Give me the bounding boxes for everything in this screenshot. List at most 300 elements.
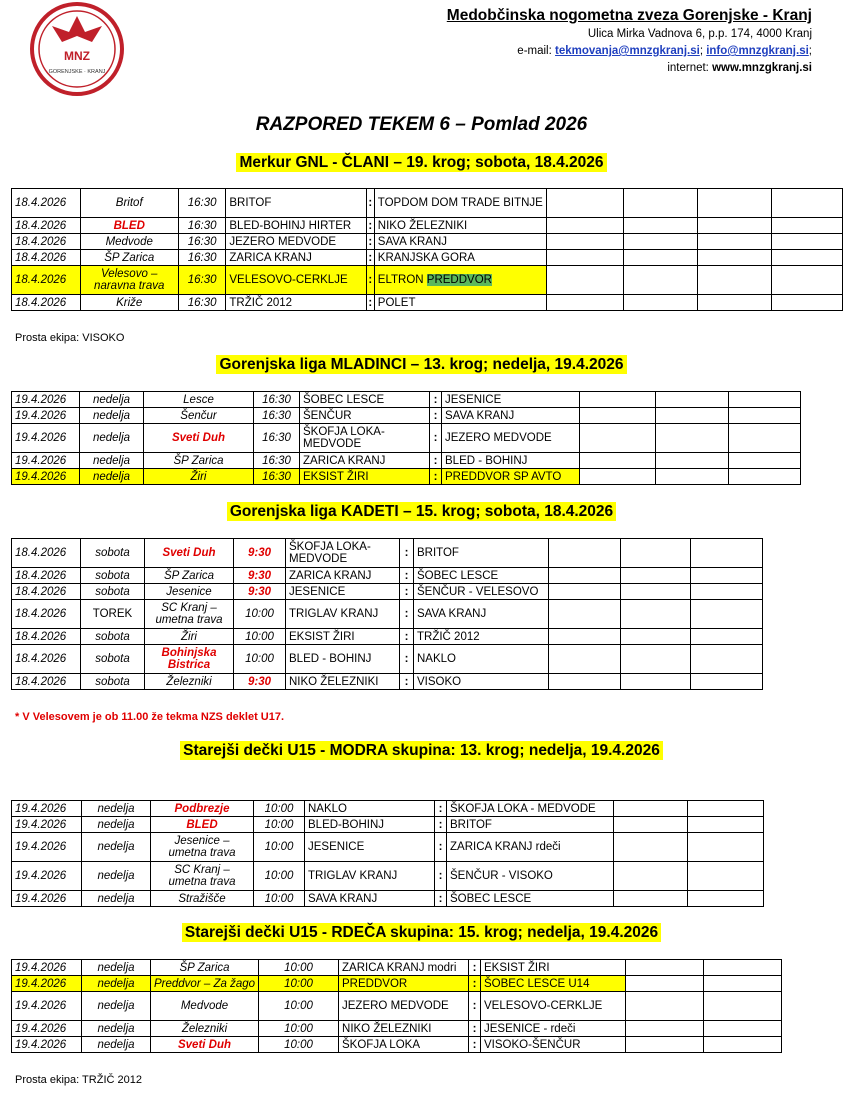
match-time: 10:00 xyxy=(259,1021,339,1037)
away-team-name: ZARICA KRANJ rdeči xyxy=(450,841,561,853)
match-day: sobota xyxy=(81,539,145,568)
separator-colon: : xyxy=(435,891,447,907)
away-team xyxy=(414,629,549,645)
table-u15-rdeca xyxy=(11,959,782,1053)
result-cell xyxy=(771,295,842,311)
result-cell xyxy=(688,817,764,833)
separator-colon: : xyxy=(430,453,442,469)
away-team-name: ŠKOFJA LOKA - MEDVODE xyxy=(450,802,596,815)
match-time: 10:00 xyxy=(259,976,339,992)
match-date: 18.4.2026 xyxy=(12,234,81,250)
result-cell xyxy=(704,992,782,1021)
result-cell xyxy=(656,469,729,485)
home-team: JESENICE xyxy=(286,584,400,600)
result-cell xyxy=(621,645,691,674)
result-cell xyxy=(546,266,623,295)
svg-text:MNZ: MNZ xyxy=(64,49,90,63)
result-cell xyxy=(621,539,691,568)
separator-colon: : xyxy=(435,862,447,891)
separator-colon: : xyxy=(366,189,374,218)
home-team: ZARICA KRANJ xyxy=(300,453,430,469)
away-team-name: BRITOF xyxy=(450,818,492,831)
home-team: ZARICA KRANJ xyxy=(226,250,367,266)
match-date: 18.4.2026 xyxy=(12,629,81,645)
result-cell xyxy=(691,584,763,600)
separator-colon: : xyxy=(400,674,414,690)
match-venue: Žiri xyxy=(145,629,234,645)
result-cell xyxy=(704,1021,782,1037)
match-day: nedelja xyxy=(82,801,151,817)
match-venue: Lesce xyxy=(144,392,254,408)
result-cell xyxy=(614,801,688,817)
match-venue: Stražišče xyxy=(151,891,254,907)
away-team xyxy=(481,1021,626,1037)
result-cell xyxy=(546,295,623,311)
match-day: nedelja xyxy=(80,392,144,408)
result-cell xyxy=(549,584,621,600)
match-venue: Sveti Duh xyxy=(144,424,254,453)
away-team xyxy=(442,424,580,453)
match-date: 18.4.2026 xyxy=(12,539,81,568)
separator-colon: : xyxy=(400,600,414,629)
result-cell xyxy=(546,218,623,234)
match-row xyxy=(12,408,801,424)
home-team: VELESOVO-CERKLJE xyxy=(226,266,367,295)
result-cell xyxy=(698,234,771,250)
away-team xyxy=(374,189,546,218)
home-team: TRIGLAV KRANJ xyxy=(286,600,400,629)
away-team xyxy=(442,408,580,424)
away-team xyxy=(481,976,626,992)
match-venue: SC Kranj – umetna trava xyxy=(145,600,234,629)
home-team: BLED - BOHINJ xyxy=(286,645,400,674)
match-time: 10:00 xyxy=(234,645,286,674)
match-time: 10:00 xyxy=(259,1037,339,1053)
away-team-name: TRŽIČ 2012 xyxy=(417,630,480,643)
separator-colon: : xyxy=(435,817,447,833)
separator-colon: : xyxy=(435,801,447,817)
result-cell xyxy=(549,645,621,674)
result-cell xyxy=(549,629,621,645)
result-cell xyxy=(691,674,763,690)
match-day: nedelja xyxy=(82,862,151,891)
result-cell xyxy=(546,189,623,218)
match-date: 19.4.2026 xyxy=(12,408,80,424)
note-prosta-ekipa-clani: Prosta ekipa: VISOKO xyxy=(15,332,125,344)
separator-colon: : xyxy=(400,629,414,645)
match-day: nedelja xyxy=(82,960,151,976)
away-team xyxy=(374,266,546,295)
result-cell xyxy=(656,453,729,469)
match-row xyxy=(12,891,764,907)
away-team xyxy=(447,833,614,862)
separator-colon: : xyxy=(435,833,447,862)
result-cell xyxy=(771,218,842,234)
match-date: 18.4.2026 xyxy=(12,645,81,674)
result-cell xyxy=(549,600,621,629)
separator-colon: : xyxy=(469,1037,481,1053)
away-team xyxy=(414,600,549,629)
away-team-name: NIKO ŽELEZNIKI xyxy=(377,219,468,232)
match-venue: Železniki xyxy=(151,1021,259,1037)
match-venue: ŠP Zarica xyxy=(151,960,259,976)
match-day: nedelja xyxy=(82,976,151,992)
away-team xyxy=(442,392,580,408)
match-date: 18.4.2026 xyxy=(12,568,81,584)
result-cell xyxy=(656,392,729,408)
result-cell xyxy=(656,424,729,453)
match-day: sobota xyxy=(81,584,145,600)
result-cell xyxy=(549,568,621,584)
away-team-name: SAVA KRANJ xyxy=(417,608,487,620)
result-cell xyxy=(704,976,782,992)
result-cell xyxy=(623,250,697,266)
match-row xyxy=(12,539,763,568)
separator-colon: : xyxy=(430,469,442,485)
match-time: 10:00 xyxy=(254,801,305,817)
separator-colon: : xyxy=(469,976,481,992)
match-date: 19.4.2026 xyxy=(12,862,82,891)
result-cell xyxy=(688,862,764,891)
away-team-name: JESENICE xyxy=(445,393,502,406)
match-row xyxy=(12,568,763,584)
separator-colon: : xyxy=(366,218,374,234)
match-day: sobota xyxy=(81,645,145,674)
match-venue: Podbrezje xyxy=(151,801,254,817)
section-heading-u15-rdeca: Starejši dečki U15 - RDEČA skupina: 15. krog; nedelja, 19.4.2026 xyxy=(0,924,843,942)
match-row xyxy=(12,862,764,891)
home-team: ŠENČUR xyxy=(300,408,430,424)
match-venue: Medvode xyxy=(151,992,259,1021)
match-row xyxy=(12,600,763,629)
match-day: nedelja xyxy=(82,1037,151,1053)
home-team: BLED-BOHINJ xyxy=(305,817,435,833)
separator-colon: : xyxy=(400,584,414,600)
match-date: 19.4.2026 xyxy=(12,801,82,817)
match-date: 19.4.2026 xyxy=(12,960,82,976)
home-team: JEZERO MEDVODE xyxy=(339,992,469,1021)
match-time: 9:30 xyxy=(234,584,286,600)
section-heading-mladinci: Gorenjska liga MLADINCI – 13. krog; nedelja, 19.4.2026 xyxy=(0,356,843,374)
section-heading-kadeti: Gorenjska liga KADETI – 15. krog; sobota, 18.4.2026 xyxy=(0,503,843,521)
match-venue: Žiri xyxy=(144,469,254,485)
match-time: 16:30 xyxy=(178,189,226,218)
match-day: nedelja xyxy=(80,453,144,469)
result-cell xyxy=(549,539,621,568)
result-cell xyxy=(691,600,763,629)
match-date: 19.4.2026 xyxy=(12,976,82,992)
match-date: 19.4.2026 xyxy=(12,453,80,469)
separator-colon: : xyxy=(430,424,442,453)
home-team: JESENICE xyxy=(305,833,435,862)
result-cell xyxy=(549,674,621,690)
match-date: 19.4.2026 xyxy=(12,833,82,862)
home-team: JEZERO MEDVODE xyxy=(226,234,367,250)
match-row xyxy=(12,1037,782,1053)
away-team-name: ŠENČUR - VELESOVO xyxy=(417,585,539,598)
match-venue: Jesenice – umetna trava xyxy=(151,833,254,862)
match-time: 10:00 xyxy=(234,629,286,645)
home-team: ŠKOFJA LOKA xyxy=(339,1037,469,1053)
match-time: 9:30 xyxy=(234,568,286,584)
table-clani xyxy=(11,188,843,311)
result-cell xyxy=(691,539,763,568)
result-cell xyxy=(623,295,697,311)
home-team: NIKO ŽELEZNIKI xyxy=(339,1021,469,1037)
match-date: 18.4.2026 xyxy=(12,250,81,266)
match-row xyxy=(12,801,764,817)
org-name: Medobčinska nogometna zveza Gorenjske - Kranj xyxy=(446,7,812,24)
result-cell xyxy=(729,424,801,453)
away-team-name: SAVA KRANJ xyxy=(445,409,515,422)
result-cell xyxy=(614,817,688,833)
website: www.mnzgkranj.si xyxy=(712,62,812,74)
match-venue: BLED xyxy=(151,817,254,833)
match-day: nedelja xyxy=(80,408,144,424)
match-time: 10:00 xyxy=(254,862,305,891)
result-cell xyxy=(688,801,764,817)
result-cell xyxy=(623,234,697,250)
match-row xyxy=(12,629,763,645)
result-cell xyxy=(698,266,771,295)
match-date: 19.4.2026 xyxy=(12,1021,82,1037)
result-cell xyxy=(614,862,688,891)
away-team xyxy=(414,645,549,674)
match-date: 18.4.2026 xyxy=(12,295,81,311)
home-team: SAVA KRANJ xyxy=(305,891,435,907)
away-team xyxy=(481,1037,626,1053)
match-row xyxy=(12,250,843,266)
result-cell xyxy=(698,218,771,234)
section-heading-u15-modra: Starejši dečki U15 - MODRA skupina: 13. krog; nedelja, 19.4.2026 xyxy=(0,742,843,760)
match-row xyxy=(12,218,843,234)
result-cell xyxy=(626,1021,704,1037)
result-cell xyxy=(688,891,764,907)
result-cell xyxy=(546,234,623,250)
away-team-name: ŠENČUR - VISOKO xyxy=(450,870,553,882)
match-date: 18.4.2026 xyxy=(12,674,81,690)
match-venue: SC Kranj – umetna trava xyxy=(151,862,254,891)
away-team xyxy=(414,539,549,568)
home-team: EKSIST ŽIRI xyxy=(286,629,400,645)
result-cell xyxy=(691,568,763,584)
match-row xyxy=(12,234,843,250)
match-date: 19.4.2026 xyxy=(12,1037,82,1053)
separator-colon: : xyxy=(469,960,481,976)
match-venue: ŠP Zarica xyxy=(144,453,254,469)
home-team: NAKLO xyxy=(305,801,435,817)
email-link-tekmovanja[interactable]: tekmovanja@mnzgkranj.si xyxy=(555,45,700,57)
away-team-name: ŠOBEC LESCE xyxy=(417,569,499,582)
result-cell xyxy=(580,453,656,469)
result-cell xyxy=(771,250,842,266)
match-venue: Križe xyxy=(80,295,178,311)
away-team-name: JEZERO MEDVODE xyxy=(445,432,552,444)
away-team-name: NAKLO xyxy=(417,653,456,665)
match-day: nedelja xyxy=(82,817,151,833)
match-date: 19.4.2026 xyxy=(12,891,82,907)
match-date: 19.4.2026 xyxy=(12,469,80,485)
match-time: 16:30 xyxy=(178,218,226,234)
result-cell xyxy=(691,645,763,674)
result-cell xyxy=(580,408,656,424)
result-cell xyxy=(698,295,771,311)
match-time: 10:00 xyxy=(254,817,305,833)
match-time: 9:30 xyxy=(234,674,286,690)
separator-colon: : xyxy=(366,295,374,311)
away-team xyxy=(414,584,549,600)
separator-colon: : xyxy=(366,250,374,266)
away-team-name: PREDDVOR SP AVTO xyxy=(445,470,562,483)
match-day: sobota xyxy=(81,674,145,690)
home-team: ŠKOFJA LOKA-MEDVODE xyxy=(300,424,430,453)
away-team-name: TOPDOM DOM TRADE BITNJE xyxy=(377,197,543,209)
away-team xyxy=(481,960,626,976)
separator-colon: : xyxy=(400,539,414,568)
result-cell xyxy=(729,392,801,408)
result-cell xyxy=(688,833,764,862)
section-heading-clani: Merkur GNL - ČLANI – 19. krog; sobota, 18.4.2026 xyxy=(0,154,843,172)
match-venue: Medvode xyxy=(80,234,178,250)
away-team-name: ŠOBEC LESCE U14 xyxy=(484,977,590,990)
away-team xyxy=(414,674,549,690)
match-row xyxy=(12,295,843,311)
match-row xyxy=(12,1021,782,1037)
note-velesovo: * V Velesovem je ob 11.00 že tekma NZS deklet U17. xyxy=(15,711,285,723)
email-line: e-mail: tekmovanja@mnzgkranj.si; info@mnzgkranj.si; xyxy=(517,45,812,57)
match-day: TOREK xyxy=(81,600,145,629)
match-date: 18.4.2026 xyxy=(12,189,81,218)
result-cell xyxy=(704,960,782,976)
page-title: RAZPORED TEKEM 6 – Pomlad 2026 xyxy=(255,114,588,135)
home-team: ŠOBEC LESCE xyxy=(300,392,430,408)
home-team: ZARICA KRANJ xyxy=(286,568,400,584)
match-venue: Jesenice xyxy=(145,584,234,600)
away-team-name: VELESOVO-CERKLJE xyxy=(484,1000,603,1012)
away-team xyxy=(447,817,614,833)
match-row xyxy=(12,817,764,833)
match-row xyxy=(12,392,801,408)
match-date: 19.4.2026 xyxy=(12,424,80,453)
home-team: PREDDVOR xyxy=(339,976,469,992)
away-team-name: BLED - BOHINJ xyxy=(445,454,528,467)
home-team: BLED-BOHINJ HIRTER xyxy=(226,218,367,234)
match-row xyxy=(12,266,843,295)
mnz-logo xyxy=(30,2,124,96)
away-team-name: SAVA KRANJ xyxy=(377,235,448,248)
result-cell xyxy=(621,629,691,645)
note-prosta-ekipa-u15: Prosta ekipa: TRŽIČ 2012 xyxy=(15,1074,142,1086)
match-time: 10:00 xyxy=(234,600,286,629)
result-cell xyxy=(771,266,842,295)
match-row xyxy=(12,469,801,485)
result-cell xyxy=(698,189,771,218)
letterhead xyxy=(447,6,812,77)
match-row xyxy=(12,976,782,992)
match-venue: ŠP Zarica xyxy=(145,568,234,584)
separator-colon: : xyxy=(400,568,414,584)
home-team: TRŽIČ 2012 xyxy=(226,295,367,311)
away-team xyxy=(374,218,546,234)
match-row xyxy=(12,189,843,218)
match-venue: BLED xyxy=(80,218,178,234)
match-time: 16:30 xyxy=(178,266,226,295)
result-cell xyxy=(704,1037,782,1053)
away-team xyxy=(447,801,614,817)
result-cell xyxy=(626,976,704,992)
home-team: ŠKOFJA LOKA-MEDVODE xyxy=(286,539,400,568)
match-row xyxy=(12,424,801,453)
away-team-name: VISOKO xyxy=(417,675,462,688)
result-cell xyxy=(656,408,729,424)
match-venue: Šenčur xyxy=(144,408,254,424)
email-link-info[interactable]: info@mnzgkranj.si xyxy=(706,45,809,57)
internet-line: internet: www.mnzgkranj.si xyxy=(667,62,812,74)
result-cell xyxy=(621,568,691,584)
match-venue: Bohinjska Bistrica xyxy=(145,645,234,674)
away-team xyxy=(374,250,546,266)
match-time: 16:30 xyxy=(254,453,300,469)
match-venue: Britof xyxy=(80,189,178,218)
away-team-name: POLET xyxy=(377,296,416,309)
match-time: 16:30 xyxy=(254,392,300,408)
match-venue: ŠP Zarica xyxy=(80,250,178,266)
result-cell xyxy=(626,960,704,976)
match-row xyxy=(12,960,782,976)
result-cell xyxy=(614,891,688,907)
result-cell xyxy=(729,469,801,485)
away-team xyxy=(374,295,546,311)
table-mladinci xyxy=(11,391,801,485)
away-team-name: ELTRON xyxy=(377,274,424,286)
match-day: nedelja xyxy=(82,1021,151,1037)
match-row xyxy=(12,453,801,469)
away-team xyxy=(414,568,549,584)
result-cell xyxy=(771,189,842,218)
match-row xyxy=(12,645,763,674)
match-venue: Železniki xyxy=(145,674,234,690)
result-cell xyxy=(729,408,801,424)
separator-colon: : xyxy=(366,234,374,250)
result-cell xyxy=(729,453,801,469)
match-time: 16:30 xyxy=(254,408,300,424)
away-team xyxy=(442,453,580,469)
match-venue: Preddvor – Za žago xyxy=(151,976,259,992)
match-day: nedelja xyxy=(80,424,144,453)
away-team xyxy=(481,992,626,1021)
result-cell xyxy=(580,424,656,453)
match-time: 10:00 xyxy=(254,833,305,862)
result-cell xyxy=(626,1037,704,1053)
match-day: sobota xyxy=(81,629,145,645)
result-cell xyxy=(691,629,763,645)
away-team-name: BRITOF xyxy=(417,547,459,559)
separator-colon: : xyxy=(430,408,442,424)
away-team-name: EKSIST ŽIRI xyxy=(484,961,550,974)
match-date: 19.4.2026 xyxy=(12,392,80,408)
separator-colon: : xyxy=(430,392,442,408)
match-row xyxy=(12,992,782,1021)
result-cell xyxy=(614,833,688,862)
result-cell xyxy=(626,992,704,1021)
away-team xyxy=(374,234,546,250)
separator-colon: : xyxy=(366,266,374,295)
match-time: 16:30 xyxy=(178,234,226,250)
match-row xyxy=(12,584,763,600)
match-row xyxy=(12,674,763,690)
home-team: BRITOF xyxy=(226,189,367,218)
match-time: 16:30 xyxy=(254,424,300,453)
